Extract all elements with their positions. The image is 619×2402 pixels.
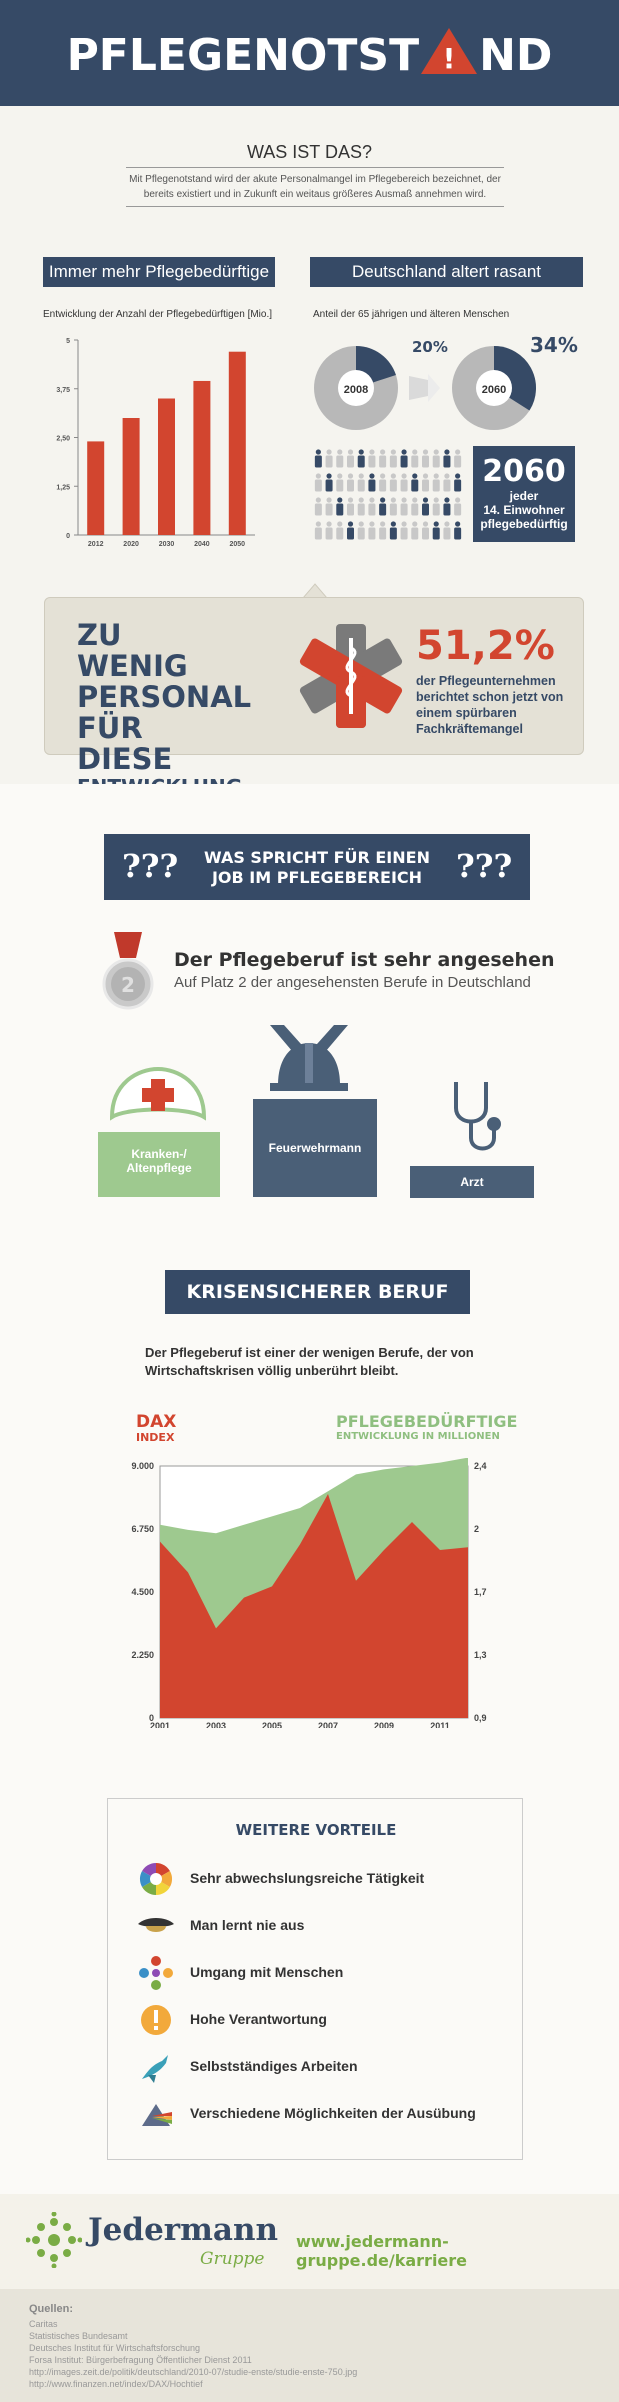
person-head xyxy=(412,521,417,526)
person-body xyxy=(433,480,440,492)
left-tick-label: 9.000 xyxy=(131,1461,154,1471)
age-pies xyxy=(308,336,588,436)
bar xyxy=(229,352,246,535)
graduation-cap-icon xyxy=(138,1908,174,1944)
person-body xyxy=(347,480,354,492)
person-head xyxy=(455,497,460,502)
person-body xyxy=(411,528,418,540)
person-body xyxy=(368,504,375,516)
person-body xyxy=(422,456,429,468)
person-head xyxy=(359,473,364,478)
care-sublabel: ENTWICKLUNG IN MILLIONEN xyxy=(336,1431,500,1442)
person-body xyxy=(433,456,440,468)
person-body xyxy=(422,528,429,540)
person-head xyxy=(391,473,396,478)
person-head xyxy=(412,497,417,502)
pie-2060-pct: 34% xyxy=(530,336,578,357)
banner-line1: ZU WENIG xyxy=(77,618,188,683)
left-tick-label: 0 xyxy=(148,1713,154,1723)
person-head xyxy=(401,497,406,502)
person-head xyxy=(359,521,364,526)
person-body xyxy=(454,528,461,540)
person-body xyxy=(401,504,408,516)
left-tick-label: 6.750 xyxy=(131,1524,154,1534)
source-item: Caritas xyxy=(29,2319,58,2329)
left-panel-heading: Immer mehr Pflegebedürftige xyxy=(43,257,275,287)
person-head xyxy=(316,473,321,478)
people-grid xyxy=(313,446,463,542)
prism-icon xyxy=(138,2096,174,2132)
person-head xyxy=(348,473,353,478)
right-panel-caption: Anteil der 65 jährigen und älteren Menschen xyxy=(313,309,510,320)
person-head xyxy=(444,473,449,478)
advantage-label: Sehr abwechslungsreiche Tätigkeit xyxy=(190,1870,425,1886)
person-body xyxy=(443,528,450,540)
right-tick-label: 2 xyxy=(474,1524,480,1534)
x-tick-label: 2040 xyxy=(194,541,210,548)
advantage-item xyxy=(138,2049,508,2085)
bar xyxy=(158,399,175,536)
person-body xyxy=(358,480,365,492)
person-body xyxy=(433,504,440,516)
y-tick-label: 3,75 xyxy=(56,386,70,394)
person-body xyxy=(368,456,375,468)
box-2060-line2: 14. Einwohner xyxy=(483,503,565,517)
career-url-link[interactable]: www.jedermann-gruppe.de/karriere xyxy=(296,2232,468,2270)
person-body xyxy=(443,480,450,492)
person-body xyxy=(315,528,322,540)
person-head xyxy=(412,473,417,478)
advantage-item xyxy=(138,1908,508,1944)
person-body xyxy=(454,504,461,516)
pie-2060-year: 2060 xyxy=(481,384,507,396)
krisen-heading: KRISENSICHERER BERUF xyxy=(165,1270,470,1314)
person-body xyxy=(336,456,343,468)
person-body xyxy=(347,456,354,468)
person-head xyxy=(326,521,331,526)
warning-triangle-icon xyxy=(419,26,479,76)
color-wheel-icon xyxy=(138,1861,174,1897)
person-head xyxy=(380,497,385,502)
person-head xyxy=(444,449,449,454)
exclamation-icon xyxy=(138,2002,174,2038)
person-head xyxy=(326,473,331,478)
person-body xyxy=(454,480,461,492)
advantage-item xyxy=(138,2096,508,2132)
person-head xyxy=(455,521,460,526)
qm-left-b: ? xyxy=(159,847,179,885)
person-body xyxy=(411,504,418,516)
person-body xyxy=(326,528,333,540)
person-body xyxy=(379,456,386,468)
left-tick-label: 4.500 xyxy=(131,1587,154,1597)
bird-icon xyxy=(138,2049,174,2085)
person-head xyxy=(369,449,374,454)
person-body xyxy=(358,528,365,540)
advantage-label: Man lernt nie aus xyxy=(190,1917,305,1933)
left-tick-label: 2.250 xyxy=(131,1650,154,1660)
banner-description: der Pflegeunternehmen berichtet schon jetzt von einem spürbaren Fachkräftemangel xyxy=(416,674,564,736)
qm-right-b: ?? xyxy=(474,847,513,885)
person-body xyxy=(379,480,386,492)
person-head xyxy=(455,449,460,454)
right-tick-label: 2,4 xyxy=(474,1461,487,1471)
sources-list xyxy=(29,2318,357,2390)
advantages-box xyxy=(107,1798,523,2160)
box-2060 xyxy=(473,446,575,542)
person-head xyxy=(337,497,342,502)
advantage-item xyxy=(138,1861,508,1897)
intro-divider-bottom xyxy=(126,206,504,207)
stethoscope-icon xyxy=(446,1078,502,1158)
y-tick-label: 0 xyxy=(66,533,70,540)
question-marks-left xyxy=(122,847,178,885)
person-head xyxy=(380,449,385,454)
person-head xyxy=(391,521,396,526)
person-head xyxy=(455,473,460,478)
person-head xyxy=(412,449,417,454)
person-body xyxy=(368,480,375,492)
person-head xyxy=(337,473,342,478)
person-head xyxy=(434,521,439,526)
nurse-cap-icon xyxy=(108,1065,208,1125)
person-head xyxy=(369,521,374,526)
silver-medal-icon xyxy=(100,932,156,1012)
x-tick-label: 2030 xyxy=(158,541,175,548)
banner-line2: PERSONAL xyxy=(77,680,252,714)
person-body xyxy=(401,480,408,492)
bar xyxy=(193,381,210,535)
person-body xyxy=(390,456,397,468)
fire-helmet-icon xyxy=(264,1025,354,1095)
dax-sublabel: INDEX xyxy=(136,1431,175,1444)
advantages-title: WEITERE VORTEILE xyxy=(235,1821,397,1839)
person-body xyxy=(390,528,397,540)
person-head xyxy=(316,449,321,454)
source-item: Forsa Institut: Bürgerbefragung Öffentlicher Dienst 2011 xyxy=(29,2355,252,2365)
advantage-item xyxy=(138,2002,508,2038)
person-head xyxy=(369,497,374,502)
person-head xyxy=(391,449,396,454)
box-2060-line1: jeder xyxy=(509,489,539,503)
person-head xyxy=(337,521,342,526)
jedermann-logo-icon xyxy=(26,2212,82,2268)
people-circle-icon xyxy=(138,1955,174,1991)
qm-right-a: ? xyxy=(456,847,475,885)
person-body xyxy=(454,456,461,468)
right-tick-label: 1,7 xyxy=(474,1587,487,1597)
banner-pointer xyxy=(303,582,327,598)
person-head xyxy=(380,473,385,478)
x-tick-label: 2012 xyxy=(87,541,104,548)
person-body xyxy=(368,528,375,540)
warning-glyph: ! xyxy=(442,42,456,75)
job-question-line1: WAS SPRICHT FÜR EINEN xyxy=(204,848,430,867)
right-tick-label: 0,9 xyxy=(474,1713,487,1723)
job-question-text xyxy=(194,848,440,888)
person-head xyxy=(369,473,374,478)
person-head xyxy=(348,497,353,502)
bar xyxy=(87,441,104,535)
intro-text: Mit Pflegenotstand wird der akute Personalmangel im Pflegebereich bezeichnet, der bereits existiert und in Zukunft ein weitaus größeres Ausmaß annehmen wird. xyxy=(129,174,501,200)
y-tick-label: 5 xyxy=(66,338,70,345)
person-body xyxy=(379,504,386,516)
job-question-banner xyxy=(104,834,530,900)
arrow-head xyxy=(428,374,440,402)
person-body xyxy=(390,504,397,516)
right-panel-heading: Deutschland altert rasant xyxy=(310,257,583,287)
y-tick-label: 1,25 xyxy=(56,484,70,492)
person-head xyxy=(348,449,353,454)
title-part1: PFLEGENOTST xyxy=(66,30,420,81)
person-head xyxy=(423,497,428,502)
person-body xyxy=(336,504,343,516)
x-tick-label: 2011 xyxy=(430,1721,450,1728)
person-body xyxy=(422,504,429,516)
person-head xyxy=(434,497,439,502)
podium-doctor: Arzt xyxy=(410,1166,534,1198)
x-tick-label: 2007 xyxy=(317,1721,339,1728)
job-question-line2: JOB IM PFLEGEBEREICH xyxy=(211,868,423,887)
person-body xyxy=(315,504,322,516)
medical-star-icon xyxy=(299,618,403,734)
person-body xyxy=(379,528,386,540)
arrow-shape xyxy=(409,376,428,400)
advantage-label: Verschiedene Möglichkeiten der Ausübung xyxy=(190,2105,476,2121)
box-2060-year: 2060 xyxy=(482,454,566,489)
medal-title: Der Pflegeberuf ist sehr angesehen xyxy=(174,949,555,971)
shortage-banner xyxy=(44,597,584,776)
person-body xyxy=(326,456,333,468)
banner-percentage: 51,2% xyxy=(416,623,555,669)
person-head xyxy=(444,521,449,526)
person-body xyxy=(315,456,322,468)
qm-left-a: ?? xyxy=(122,847,160,885)
person-head xyxy=(444,497,449,502)
advantage-label: Selbstständiges Arbeiten xyxy=(190,2058,358,2074)
person-head xyxy=(337,449,342,454)
advantage-label: Umgang mit Menschen xyxy=(190,1964,344,1980)
care-label: PFLEGEBEDÜRFTIGE xyxy=(336,1412,518,1431)
person-body xyxy=(326,480,333,492)
dax-label: DAX xyxy=(136,1412,177,1432)
pie-2008-pct: 20% xyxy=(412,338,448,356)
person-body xyxy=(347,504,354,516)
person-body xyxy=(443,456,450,468)
person-body xyxy=(401,528,408,540)
medal-subtitle: Auf Platz 2 der angesehensten Berufe in Deutschland xyxy=(174,974,531,991)
advantage-label: Hohe Verantwortung xyxy=(190,2011,327,2027)
x-tick-label: 2020 xyxy=(123,541,139,548)
person-head xyxy=(391,497,396,502)
person-head xyxy=(316,497,321,502)
person-body xyxy=(422,480,429,492)
person-body xyxy=(326,504,333,516)
person-body xyxy=(315,480,322,492)
box-2060-line3: pflegebedürftig xyxy=(480,517,568,531)
krisen-text: Der Pflegeberuf ist einer der wenigen Berufe, der von Wirtschaftskrisen völlig unberührt bleibt. xyxy=(145,1345,474,1378)
right-tick-label: 1,3 xyxy=(474,1650,487,1660)
intro-title: WAS IST DAS? xyxy=(246,142,373,162)
header xyxy=(0,0,619,106)
person-body xyxy=(411,480,418,492)
bar xyxy=(123,418,140,535)
intro-divider-top xyxy=(126,167,504,168)
person-head xyxy=(401,521,406,526)
person-head xyxy=(434,473,439,478)
x-tick-label: 2009 xyxy=(373,1721,395,1728)
person-body xyxy=(411,456,418,468)
person-head xyxy=(401,449,406,454)
person-body xyxy=(433,528,440,540)
person-head xyxy=(326,449,331,454)
person-body xyxy=(401,456,408,468)
x-tick-label: 2003 xyxy=(205,1721,227,1728)
person-head xyxy=(316,521,321,526)
y-tick-label: 2,50 xyxy=(56,435,70,443)
person-body xyxy=(347,528,354,540)
x-tick-label: 2050 xyxy=(229,541,246,548)
source-link[interactable]: http://images.zeit.de/politik/deutschland/2010-07/studie-enste/studie-enste-750.jpg xyxy=(29,2367,358,2377)
person-head xyxy=(423,521,428,526)
person-head xyxy=(348,521,353,526)
page-title xyxy=(0,26,619,81)
person-body xyxy=(390,480,397,492)
left-panel-caption: Entwicklung der Anzahl der Pflegebedürftigen [Mio.] xyxy=(43,309,273,320)
medal-number: 2 xyxy=(121,973,135,997)
bar-chart xyxy=(40,330,270,550)
person-head xyxy=(359,449,364,454)
x-tick-label: 2001 xyxy=(149,1721,171,1728)
logo-subtitle: Gruppe xyxy=(200,2249,265,2269)
x-tick-label: 2005 xyxy=(261,1721,283,1728)
person-body xyxy=(336,480,343,492)
person-body xyxy=(443,504,450,516)
person-head xyxy=(401,473,406,478)
podium-firefighter: Feuerwehrmann xyxy=(253,1099,377,1197)
person-body xyxy=(358,456,365,468)
source-item: Deutsches Institut für Wirtschaftsforschung xyxy=(29,2343,201,2353)
logo-wordmark: Jedermann xyxy=(88,2212,279,2248)
question-marks-right xyxy=(456,847,512,885)
person-head xyxy=(423,449,428,454)
person-head xyxy=(326,497,331,502)
podium-nurse-line2: Altenpflege xyxy=(126,1161,192,1175)
person-head xyxy=(434,449,439,454)
podium-nurse-line1: Kranken-/ xyxy=(131,1147,187,1161)
advantage-item xyxy=(138,1955,508,1991)
person-head xyxy=(359,497,364,502)
title-part2: ND xyxy=(479,30,553,81)
banner-line3: FÜR DIESE xyxy=(77,711,173,776)
person-body xyxy=(336,528,343,540)
person-head xyxy=(423,473,428,478)
banner-headline xyxy=(77,618,252,799)
source-link[interactable]: http://www.finanzen.net/index/DAX/Hochtief xyxy=(29,2379,203,2389)
person-head xyxy=(380,521,385,526)
podium-nurse xyxy=(98,1132,220,1197)
sources-title: Quellen: xyxy=(29,2303,74,2315)
pie-2008-year: 2008 xyxy=(343,384,369,396)
person-body xyxy=(358,504,365,516)
area-chart xyxy=(130,1458,510,1728)
source-item: Statistisches Bundesamt xyxy=(29,2331,128,2341)
